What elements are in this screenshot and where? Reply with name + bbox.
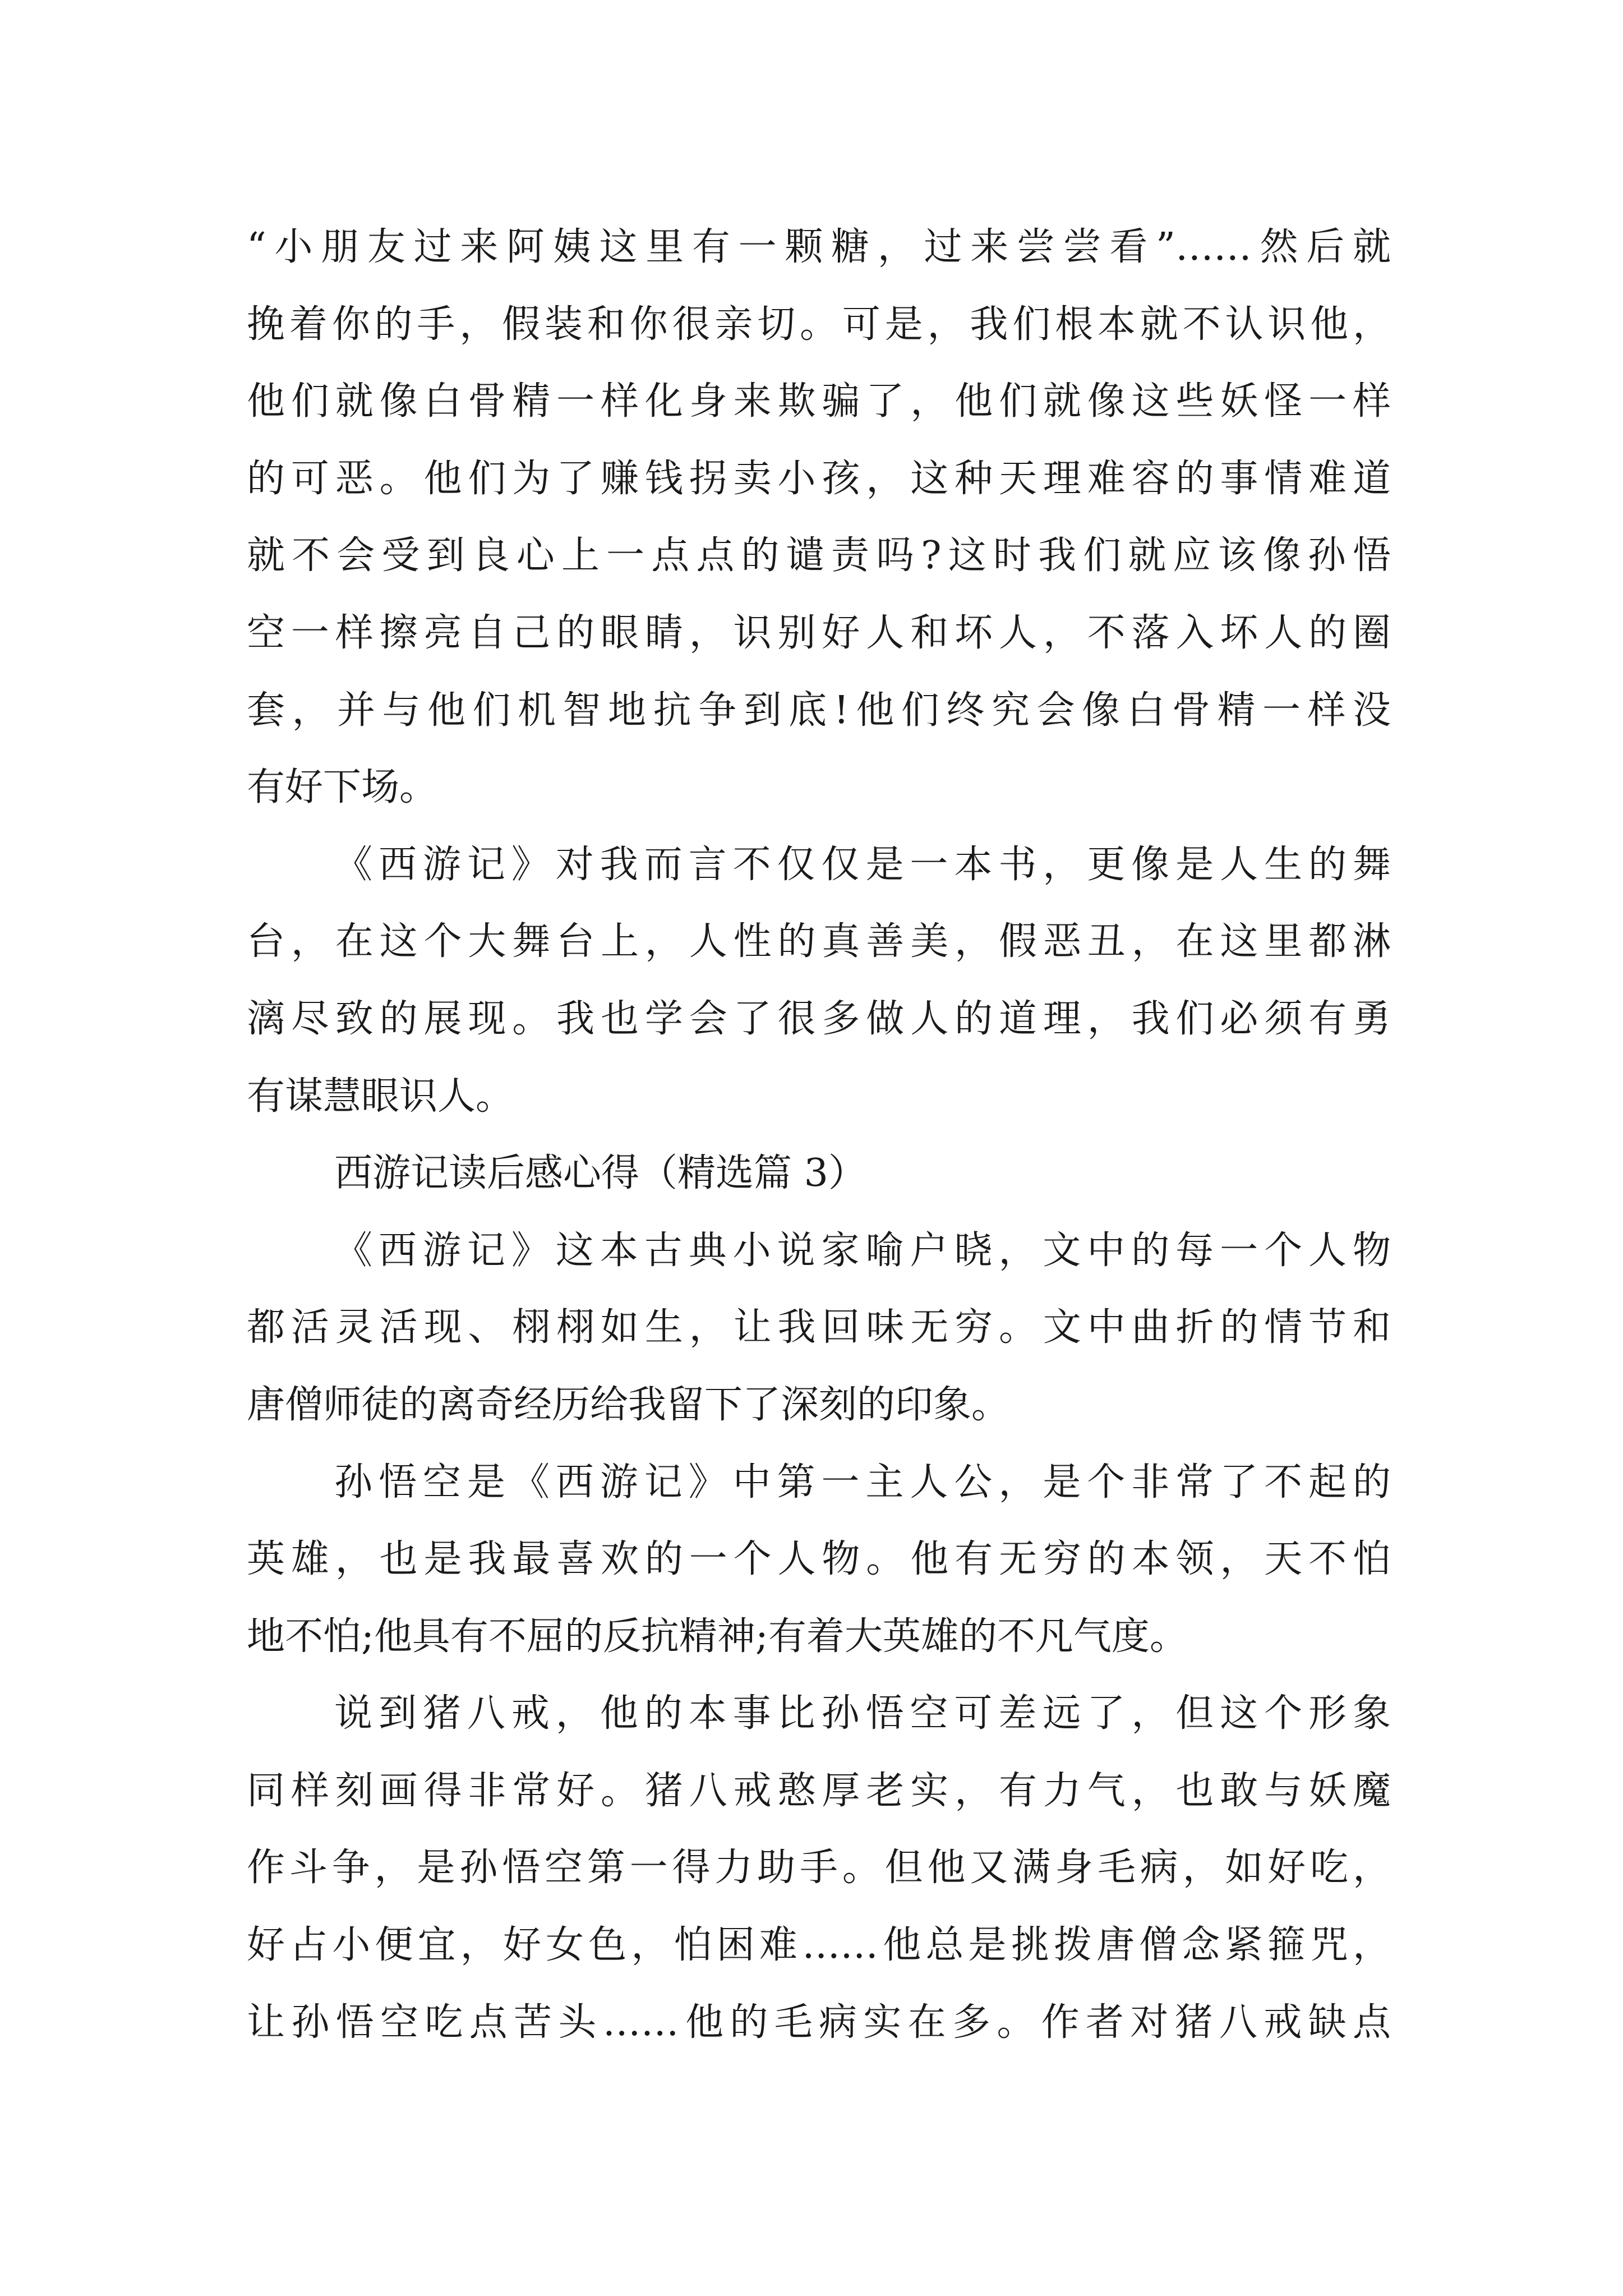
text-line: 有谋慧眼识人。 xyxy=(247,1074,514,1119)
body-text xyxy=(247,209,1391,2061)
text-line: 套，并与他们机智地抗争到底!他们终究会像白骨精一样没 xyxy=(247,688,1391,733)
text-line: 孙悟空是《西游记》中第一主人公，是个非常了不起的 xyxy=(334,1460,1391,1504)
text-line: 有好下场。 xyxy=(247,765,438,810)
text-line: 唐僧师徒的离奇经历给我留下了深刻的印象。 xyxy=(247,1382,1010,1427)
text-line: 挽着你的手，假装和你很亲切。可是，我们根本就不认识他， xyxy=(247,302,1391,347)
text-line: 西游记读后感心得（精选篇 3） xyxy=(334,1151,866,1196)
text-line: 的可恶。他们为了赚钱拐卖小孩，这种天理难容的事情难道 xyxy=(247,456,1391,501)
text-line: 《西游记》这本古典小说家喻户晓，文中的每一个人物 xyxy=(334,1228,1391,1273)
text-line: 《西游记》对我而言不仅仅是一本书，更像是人生的舞 xyxy=(334,842,1391,887)
text-line: 就不会受到良心上一点点的谴责吗?这时我们就应该像孙悟 xyxy=(247,533,1391,578)
text-line: “小朋友过来阿姨这里有一颗糖，过来尝尝看”……然后就 xyxy=(247,225,1391,269)
text-line: 地不怕;他具有不屈的反抗精神;有着大英雄的不凡气度。 xyxy=(247,1614,1188,1659)
text-line: 让孙悟空吃点苦头……他的毛病实在多。作者对猪八戒缺点 xyxy=(247,2000,1391,2045)
text-line: 台，在这个大舞台上，人性的真善美，假恶丑，在这里都淋 xyxy=(247,919,1391,964)
text-line: 说到猪八戒，他的本事比孙悟空可差远了，但这个形象 xyxy=(334,1691,1391,1736)
text-line: 英雄，也是我最喜欢的一个人物。他有无穷的本领，天不怕 xyxy=(247,1537,1391,1582)
text-line: 他们就像白骨精一样化身来欺骗了，他们就像这些妖怪一样 xyxy=(247,379,1391,424)
text-line: 作斗争，是孙悟空第一得力助手。但他又满身毛病，如好吃， xyxy=(247,1846,1391,1890)
text-line: 都活灵活现、栩栩如生，让我回味无穷。文中曲折的情节和 xyxy=(247,1305,1391,1350)
text-line: 同样刻画得非常好。猪八戒憨厚老实，有力气，也敢与妖魔 xyxy=(247,1768,1391,1813)
text-line: 好占小便宜，好女色，怕困难……他总是挑拨唐僧念紧箍咒， xyxy=(247,1923,1391,1968)
text-line: 空一样擦亮自己的眼睛，识别好人和坏人，不落入坏人的圈 xyxy=(247,610,1391,655)
text-line: 漓尽致的展现。我也学会了很多做人的道理，我们必须有勇 xyxy=(247,996,1391,1041)
